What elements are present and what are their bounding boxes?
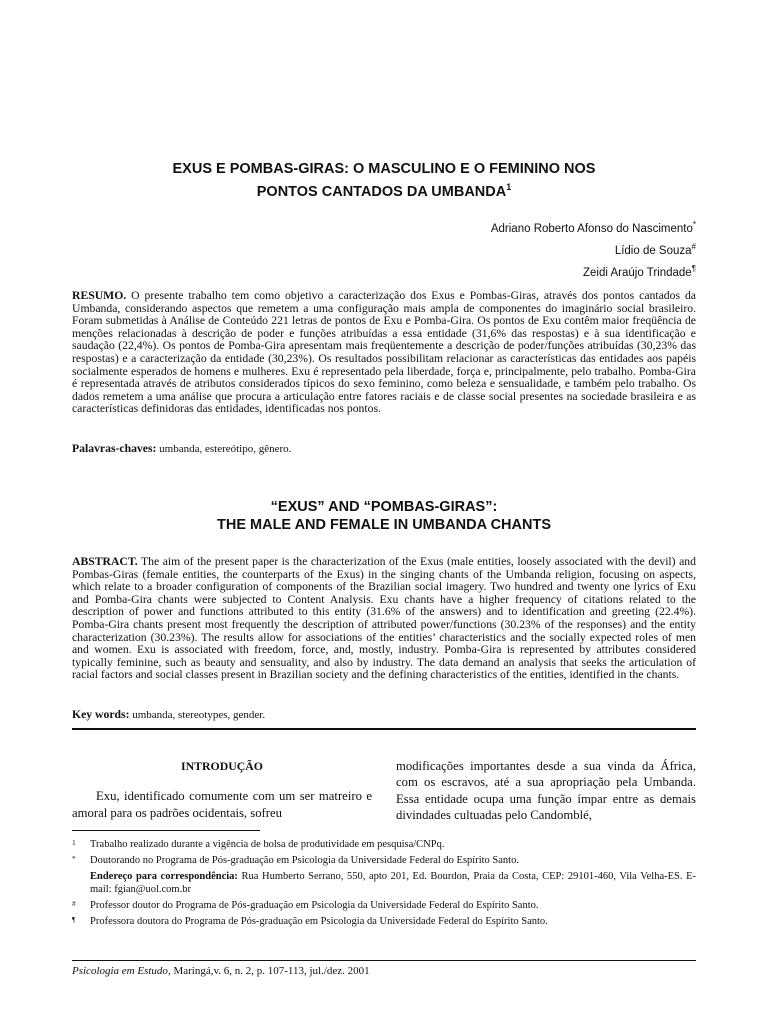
address-label: Endereço para correspondência: [90,871,238,882]
article-title [60,160,708,201]
english-title-line-1: “EXUS” AND “POMBAS-GIRAS”: [270,499,498,515]
abstract-paragraph [72,556,696,682]
author-3: Zeidi Araújo Trindade¶ [583,263,696,279]
footnotes [72,838,696,931]
intro-right-column [396,758,696,823]
author-list [491,216,696,281]
abstract-label: ABSTRACT. [72,555,138,568]
intro-heading: INTRODUÇÃO [181,759,263,773]
title-note-mark: 1 [506,182,512,192]
resumo-paragraph [72,290,696,416]
section-divider [72,728,696,730]
author-2: Lídio de Souza# [614,241,696,257]
english-title-line-2: THE MALE AND FEMALE IN UMBANDA CHANTS [216,517,552,533]
palavras-chave-label: Palavras-chaves: [72,442,157,455]
journal-name: Psicologia em Estudo [72,965,168,977]
intro-left-column [72,758,372,821]
intro-left-text: Exu, identificado comumente com um ser matreiro e amoral para os padrões ocidentais, sofreu [72,789,372,820]
footnote-4: ¶ Professora doutora do Programa de Pós-graduação em Psicologia da Universidade Federal do Espírito Santo. [72,915,548,927]
title-line-1: EXUS E POMBAS-GIRAS: O MASCULINO E O FEMININO NOS [172,161,596,177]
journal-details: , Maringá,v. 6, n. 2, p. 107-113, jul./dez. 2001 [167,965,370,977]
author-1: Adriano Roberto Afonso do Nascimento* [490,220,696,235]
palavras-chave-text: umbanda, estereótipo, gênero. [159,443,292,455]
footer-rule [72,960,696,961]
footnote-1: 1 Trabalho realizado durante a vigência de bolsa de produtividade em pesquisa/CNPq. [72,838,445,850]
title-line-2: PONTOS CANTADOS DA UMBANDA$^1$ [256,182,512,200]
key-words-text: umbanda, stereotypes, gender. [132,709,266,721]
footnote-3: # Professor doutor do Programa de Pós-graduação em Psicologia da Universidade Federal do Espírito Santo. [72,899,539,911]
resumo-text: O presente trabalho tem como objetivo a caracterização dos Exus e Pombas-Giras, através dos pontos cantados da Umbanda, considerando aspectos que remetem a uma configuração mais ampla de componentes do imaginário social brasileiro. Foram submetidas à Análise de Conteúdo 221 letras de pontos de Exu e Pomba-Gira. Os pontos de Exu contêm maior freqüência de menções relacionadas à descrição de poder e funções atribuídas a essa entidade (31,6% das respostas) e à sua identificação e saudação (22,4%). Os pontos de Pomba-Gira apresentam mais freqüentemente a descrição de poder/funções atribuídas (30,23% das respostas) e a caracterização da entidade (30,23%). Os resultados possibilitam relacionar as características das entidades aos papéis socialmente esperados de homens e mulheres. Exu é representado pela liberdade, força e, principalmente, pelo trabalho. Pomba-Gira é representada através de atributos considerados típicos do sexo feminino, como beleza e sensualidade, e também pelo trabalho. Os dados remetem a uma análise que procura a articulação entre fatores raciais e de classe social presentes na sociedade brasileira e as características definidoras das entidades, identificadas nos pontos. [72,289,696,416]
footnote-2: * Doutorando no Programa de Pós-graduação em Psicologia da Universidade Federal do Espírito Santo. [72,854,519,866]
abstract-text: The aim of the present paper is the characterization of the Exus (male entities, loosely associated with the devil) and Pombas-Giras (female entities, the counterparts of the Exus) in the singing chants of the Umbanda religion, focusing on aspects, which relate to a broader configuration of components of the Brazilian social imagery. Two hundred and twenty one lyrics of Exu and Pomba-Gira chants were subjected to Content Analysis. Exu chants have a higher frequency of citations related to the description of power and functions attributed to this entity (31.6% of the answers) and to identification and greeting (22.4%). Pomba-Gira chants present most frequently the description of attributed power/functions (30.23% of the responses) and the entity characterization (30.23%). The results allow for associations of the entities’ characteristics and the socially expected roles of men and women. Exu is associated with freedom, force, and, mostly, industry. Pomba-Gira is represented by attributes considered typically feminine, such as beauty and sensuality, and also by industry. The data demand an analysis that seeks the articulation of racial factors and social classes present in Brazilian society and the defining characteristics of the entities, identified in the chants. [72,555,696,682]
intro-right-text: modificações importantes desde a sua vinda da África, com os escravos, até a sua apropriação pela Umbanda. Essa entidade ocupa uma função ímpar entre as demais divindades cultuadas pelo Candomblé, [396,759,696,822]
journal-citation [72,965,370,977]
footnote-divider [72,830,260,831]
key-words [72,708,696,722]
key-words-label: Key words: [72,708,130,721]
footnote-address: Endereço para correspondência: Rua Humberto Serrano, 550, apto 201, Ed. Bourdon, Praia da Costa, CEP: 29101-460, Vila Velha-ES. E-mail: fgian@uol.com.br [90,871,696,895]
resumo-label: RESUMO. [72,289,127,302]
palavras-chave [72,442,696,456]
english-title [60,498,708,534]
